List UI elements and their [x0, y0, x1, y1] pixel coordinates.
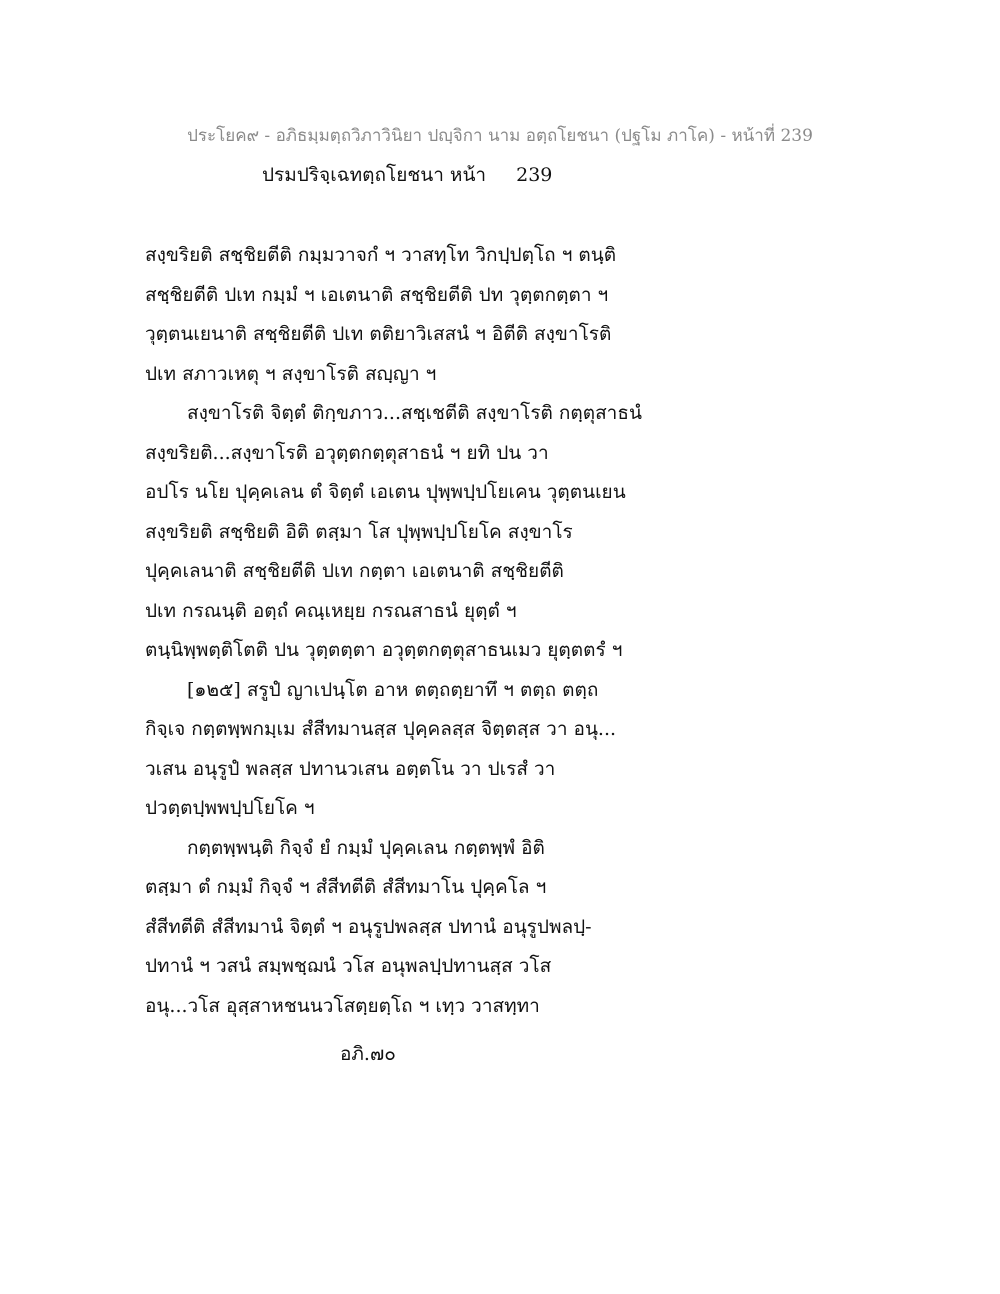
text-line: สงฺขริยติ สชฺชิยตีติ กมฺมวาจกํ ฯ วาสทฺโท วิกปฺปตฺโถ ฯ ตนฺติ: [145, 244, 617, 266]
page-heading: [262, 160, 552, 190]
text-line: สํสีทตีติ สํสีทมานํ จิตฺตํ ฯ อนุรูปพลสฺส ปทานํ อนุรูปพลปฺ-: [145, 915, 592, 938]
text-line: อปโร นโย ปุคฺคเลน ตํ จิตฺตํ เอเตน ปุพฺพปฺปโยเคน วุตฺตนเยน: [145, 481, 626, 503]
text-line: [๑๒๕] สรูปํ ญาเปนฺโต อาห ตตฺถตฺยาทึ ฯ ตตฺถ ตตฺถ: [187, 678, 599, 701]
text-line: ตสฺมา ตํ กมฺมํ กิจฺจํ ฯ สํสีทตีติ สํสีทมาโน ปุคฺคโล ฯ: [145, 876, 547, 898]
section-title: ปรมปริจฺเฉทตฺถโยชนา หน้า: [262, 164, 487, 186]
text-line: สงฺขริยติ สชฺชิยติ อิติ ตสฺมา โส ปุพฺพปฺปโยโค สงฺขาโร: [145, 520, 573, 543]
text-line: วเสน อนุรูปํ พลสฺส ปทานวเสน อตฺตโน วา ปเรสํ วา: [145, 757, 556, 780]
text-line: ปทานํ ฯ วสนํ สมฺพชฺฌนํ วโส อนุพลปฺปทานสฺส วโส: [145, 955, 552, 977]
page-number: 239: [516, 164, 553, 186]
text-line: กิจฺเจ กตฺตพฺพกมฺเม สํสีทมานสฺส ปุคฺคลสฺส จิตฺตสฺส วา อนุ...: [145, 718, 617, 740]
text-line: ปเท กรณนฺติ อตฺถํ คณฺเหยฺย กรณสาธนํ ยุตฺตํ ฯ: [145, 599, 517, 622]
text-line: กตฺตพฺพนฺติ กิจฺจํ ยํ กมฺมํ ปุคฺคเลน กตฺตพฺพํ อิติ: [187, 836, 545, 859]
running-header: ประโยค๙ - อภิธมฺมตฺถวิภาวินิยา ปญฺจิกา นาม อตฺถโยชนา (ปฐโม ภาโค) - หน้าที่ 239: [187, 126, 813, 146]
text-line: สงฺขาโรติ จิตฺตํ ติกฺขภาว...สชฺเชตีติ สงฺขาโรติ กตฺตุสาธนํ: [187, 402, 642, 424]
body-text: [145, 236, 865, 1026]
text-line: วุตฺตนเยนาติ สชฺชิยตีติ ปเท ตติยาวิเสสนํ ฯ อิตีติ สงฺขาโรติ: [145, 323, 612, 345]
text-line: ปุคฺคเลนาติ สชฺชิยตีติ ปเท กตฺตา เอเตนาติ สชฺชิยตีติ: [145, 560, 564, 582]
text-line: สชฺชิยตีติ ปเท กมฺมํ ฯ เอเตนาติ สชฺชิยตีติ ปท วุตฺตกตฺตา ฯ: [145, 283, 609, 306]
text-line: ตนฺนิพฺพตฺติโตติ ปน วุตฺตตฺตา อวุตฺตกตฺตุสาธนเมว ยุตฺตตรํ ฯ: [145, 639, 623, 661]
text-line: สงฺขริยติ...สงฺขาโรติ อวุตฺตกตฺตุสาธนํ ฯ ยทิ ปน วา: [145, 441, 549, 464]
text-line: ปวตฺตปฺพพปฺปโยโค ฯ: [145, 797, 315, 819]
text-line: ปเท สภาวเหตุ ฯ สงฺขาโรติ สญฺญา ฯ: [145, 362, 437, 385]
page-footer-signature: อภิ.๗๐: [340, 1043, 396, 1065]
text-line: อนุ...วโส อุสฺสาหชนนวโสตฺยตฺโถ ฯ เทฺว วาสทฺทา: [145, 994, 540, 1017]
